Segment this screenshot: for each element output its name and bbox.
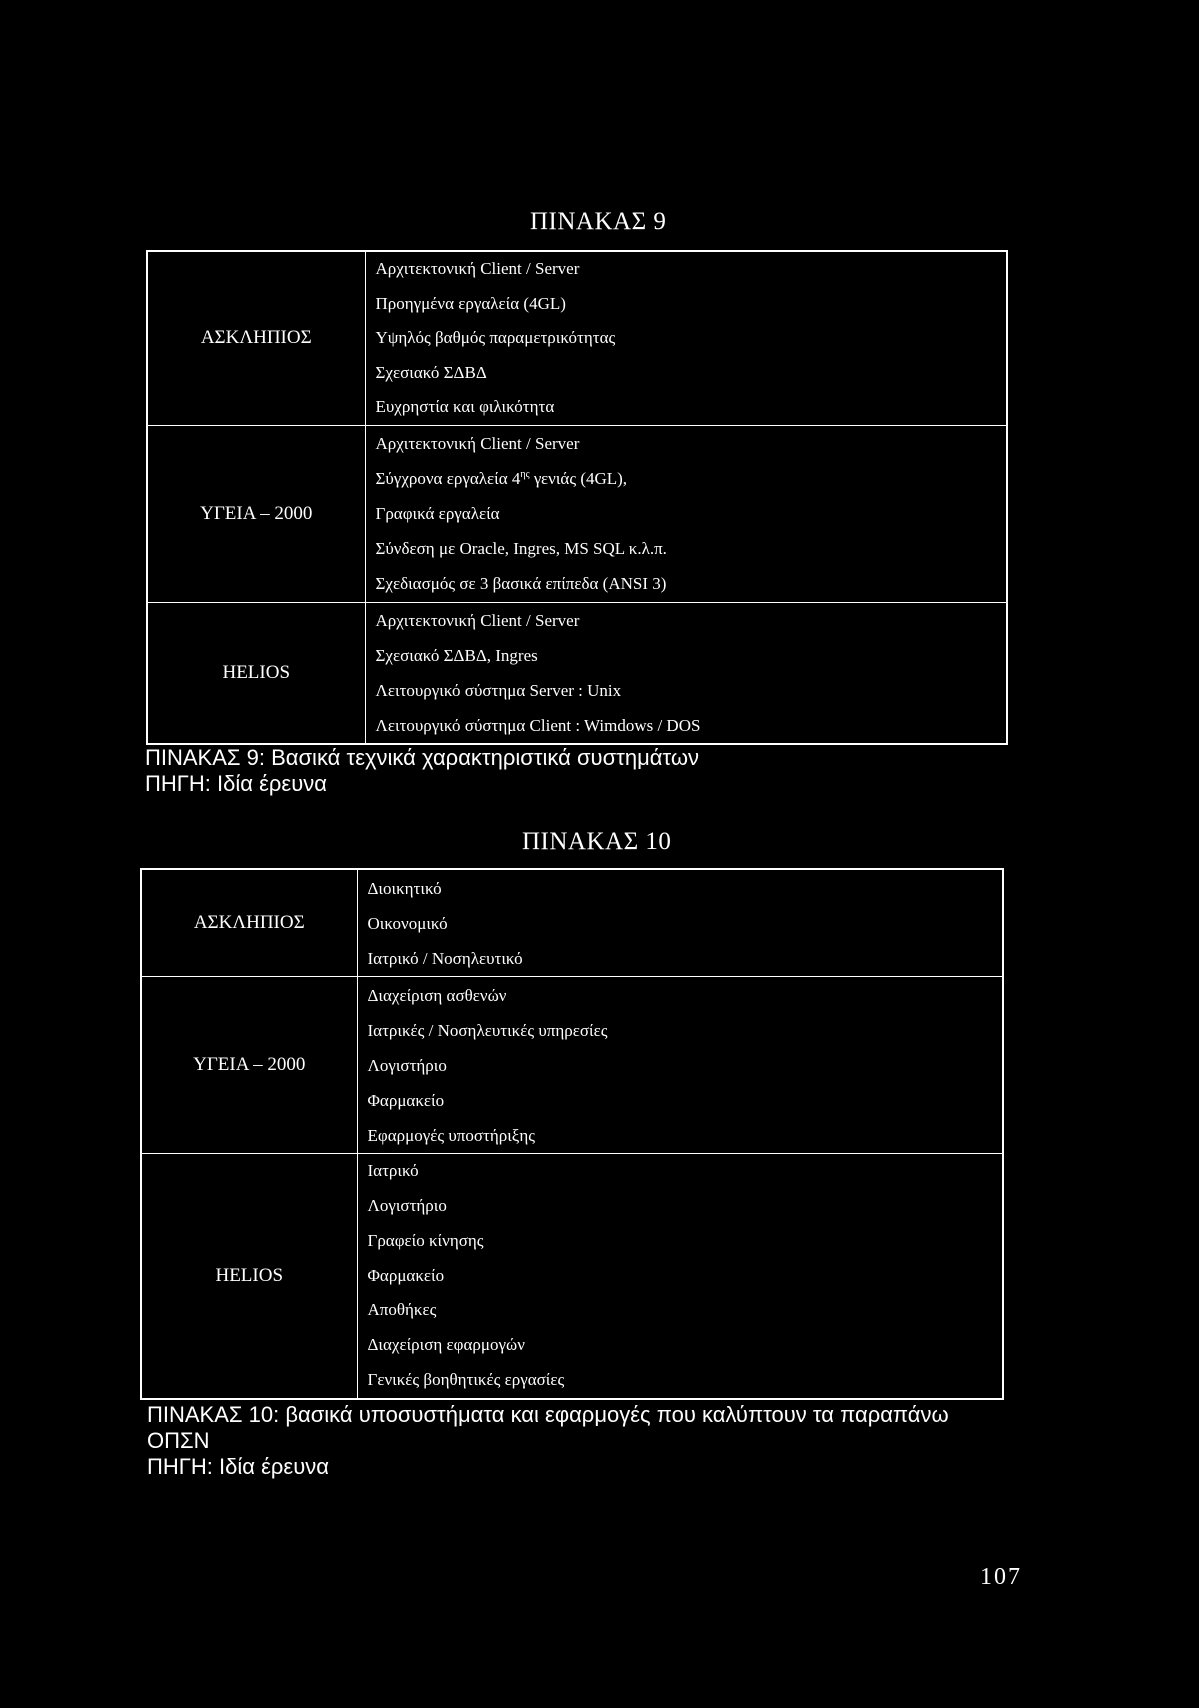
- list-item: Ιατρικό / Νοσηλευτικό: [367, 948, 523, 968]
- list-item: Προηγμένα εργαλεία (4GL): [375, 293, 566, 313]
- subsystem-list: [357, 977, 1003, 1154]
- list-item-text: γενιάς (4GL),: [529, 469, 628, 488]
- list-item: Γραφείο κίνησης: [367, 1230, 484, 1250]
- table-row: [141, 1154, 1003, 1400]
- list-item: Διαχείριση εφαρμογών: [367, 1335, 525, 1355]
- list-item: Εφαρμογές υποστήριξης: [367, 1125, 535, 1145]
- list-item: Αρχιτεκτονική Client / Server: [375, 610, 580, 630]
- table-row: [147, 602, 1007, 744]
- list-item: [376, 461, 1007, 496]
- list-item: Ιατρικό: [367, 1161, 419, 1181]
- list-item: Αρχιτεκτονική Client / Server: [375, 259, 580, 278]
- system-name: ΥΓΕΙΑ – 2000: [147, 425, 365, 602]
- list-item: Διαχείριση ασθενών: [367, 985, 507, 1005]
- caption-text: ΠΙΝΑΚΑΣ 9: Βασικά τεχνικά χαρακτηριστικά συστημάτων: [145, 745, 700, 770]
- feature-list: [365, 251, 1007, 425]
- system-name: HELIOS: [147, 602, 365, 744]
- page-number: 107: [980, 1564, 1022, 1590]
- system-name: ΥΓΕΙΑ – 2000: [141, 977, 357, 1154]
- list-item: Οικονομικό: [367, 913, 448, 933]
- table10: [140, 868, 1004, 1400]
- table9-caption: [145, 745, 699, 797]
- list-item: Αποθήκες: [367, 1300, 437, 1320]
- list-item: Αρχιτεκτονική Client / Server: [375, 434, 580, 453]
- superscript: ης: [520, 469, 530, 480]
- system-name: HELIOS: [141, 1154, 357, 1400]
- list-item: Λογιστήριο: [367, 1055, 447, 1075]
- source-text: ΠΗΓΗ: Ιδία έρευνα: [145, 771, 327, 796]
- source-text: ΠΗΓΗ: Ιδία έρευνα: [147, 1454, 329, 1479]
- list-item: Σχεσιακό ΣΔΒΔ: [375, 362, 487, 382]
- list-item: Σύνδεση με Oracle, Ingres, MS SQL κ.λ.π.: [375, 539, 667, 558]
- list-item: Ιατρικές / Νοσηλευτικές υπηρεσίες: [367, 1020, 608, 1040]
- list-item: Διοικητικό: [367, 878, 442, 898]
- table-row: [141, 869, 1003, 977]
- list-item: Γενικές βοηθητικές εργασίες: [367, 1369, 565, 1389]
- table-row: [147, 251, 1007, 425]
- subsystem-list: [357, 869, 1003, 977]
- list-item: Λογιστήριο: [367, 1196, 447, 1215]
- system-name: ΑΣΚΛΗΠΙΟΣ: [147, 251, 365, 425]
- table9-title: ΠΙΝΑΚΑΣ 9: [530, 208, 667, 235]
- list-item: Ευχρηστία και φιλικότητα: [375, 397, 555, 416]
- subsystem-list: [357, 1154, 1003, 1400]
- list-item: Λειτουργικό σύστημα Server : Unix: [375, 680, 622, 700]
- table9: [146, 250, 1008, 745]
- list-item-text: Σύγχρονα εργαλεία 4: [375, 469, 521, 488]
- list-item: Φαρμακείο: [367, 1265, 445, 1285]
- table-row: [147, 425, 1007, 602]
- list-item: Γραφικά εργαλεία: [375, 504, 500, 523]
- list-item: Υψηλός βαθμός παραμετρικότητας: [375, 328, 616, 347]
- feature-list: [365, 425, 1007, 602]
- table10-title: ΠΙΝΑΚΑΣ 10: [522, 828, 672, 855]
- list-item: Φαρμακείο: [367, 1090, 445, 1110]
- list-item: Σχεσιακό ΣΔΒΔ, Ingres: [375, 645, 538, 665]
- caption-text: ΠΙΝΑΚΑΣ 10: βασικά υποσυστήματα και εφαρμογές που καλύπτουν τα παραπάνω: [147, 1402, 949, 1427]
- table10-caption: [147, 1402, 949, 1480]
- caption-text-cont: ΟΠΣΝ: [147, 1428, 210, 1453]
- table-row: [141, 977, 1003, 1154]
- system-name: ΑΣΚΛΗΠΙΟΣ: [141, 869, 357, 977]
- list-item: Λειτουργικό σύστημα Client : Wimdows / DOS: [375, 715, 701, 735]
- feature-list: [365, 602, 1007, 744]
- list-item: Σχεδιασμός σε 3 βασικά επίπεδα (ANSI 3): [375, 574, 667, 593]
